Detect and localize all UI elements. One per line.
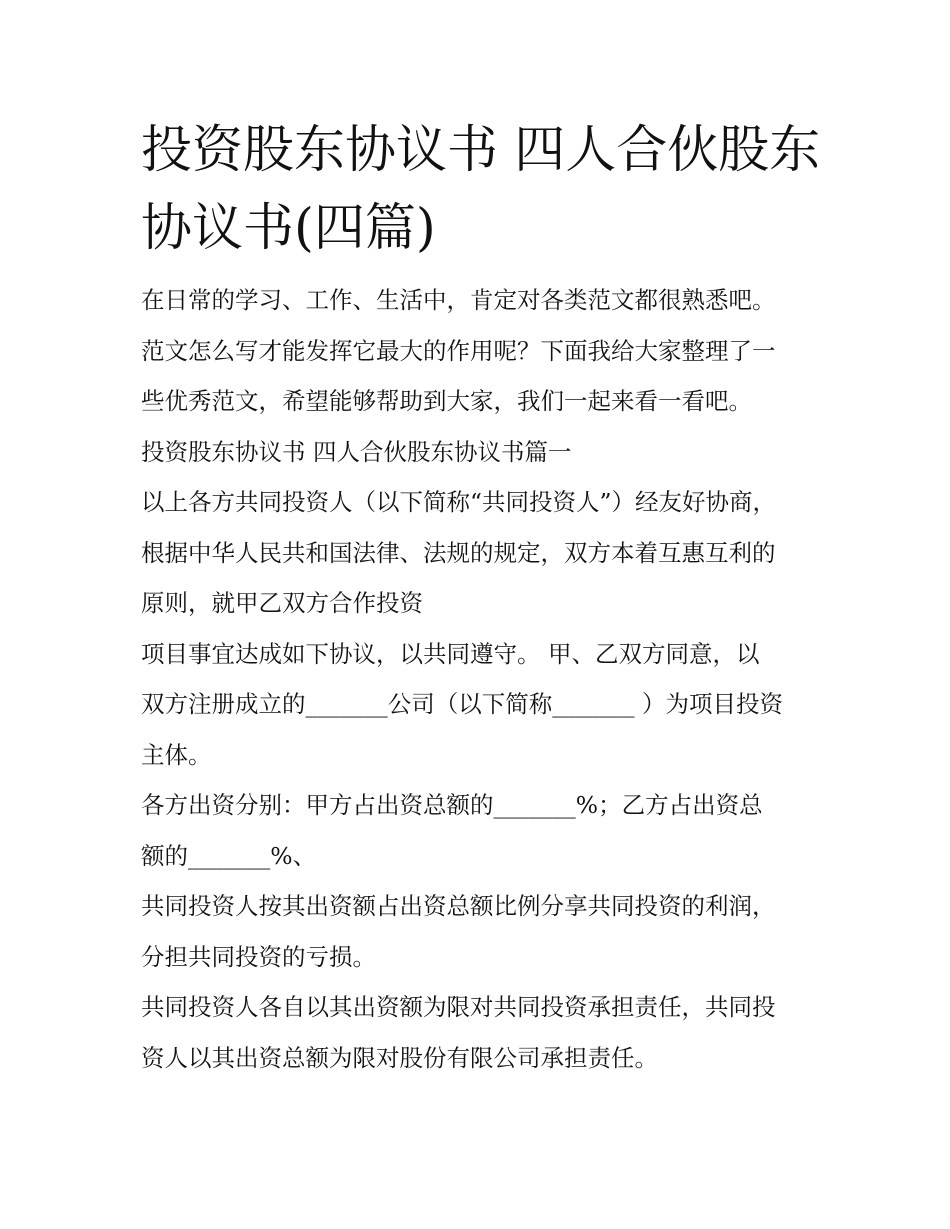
body-line: 根据中华人民共和国法律、法规的规定，双方本着互惠互利的 — [141, 538, 776, 567]
body-line: 主体。 — [141, 740, 212, 769]
body-line: 些优秀范文，希望能够帮助到大家，我们一起来看一看吧。 — [141, 387, 752, 415]
body-line: 额的_______%、 — [141, 841, 317, 870]
title-line-1: 投资股东协议书 四人合伙股东 — [141, 121, 821, 180]
body-line: 资人以其出资总额为限对股份有限公司承担责任。 — [141, 1043, 658, 1072]
body-line: 项目事宜达成如下协议，以共同遵守。 甲、乙双方同意，以 — [141, 639, 760, 668]
body-line: 以上各方共同投资人（以下简称“共同投资人”）经友好协商， — [141, 488, 777, 516]
body-line: 双方注册成立的_______公司（以下简称_______ ）为项目投资 — [141, 690, 783, 718]
section-heading: 投资股东协议书 四人合伙股东协议书篇一 — [141, 437, 572, 466]
body-line: 各方出资分别：甲方占出资总额的_______%；乙方占出资总 — [141, 791, 763, 819]
body-line: 范文怎么写才能发挥它最大的作用呢？下面我给大家整理了一 — [141, 336, 776, 365]
title-line-2: 协议书(四篇) — [141, 199, 436, 258]
body-line: 共同投资人各自以其出资额为限对共同投资承担责任，共同投 — [141, 993, 776, 1021]
document-body — [141, 278, 821, 1086]
body-line: 分担共同投资的亏损。 — [141, 942, 376, 971]
body-line: 原则，就甲乙双方合作投资 — [141, 589, 423, 617]
body-line: 在日常的学习、工作、生活中，肯定对各类范文都很熟悉吧。 — [141, 286, 776, 314]
body-line: 共同投资人按其出资额占出资总额比例分享共同投资的利润， — [141, 892, 776, 920]
document-title — [141, 112, 821, 268]
